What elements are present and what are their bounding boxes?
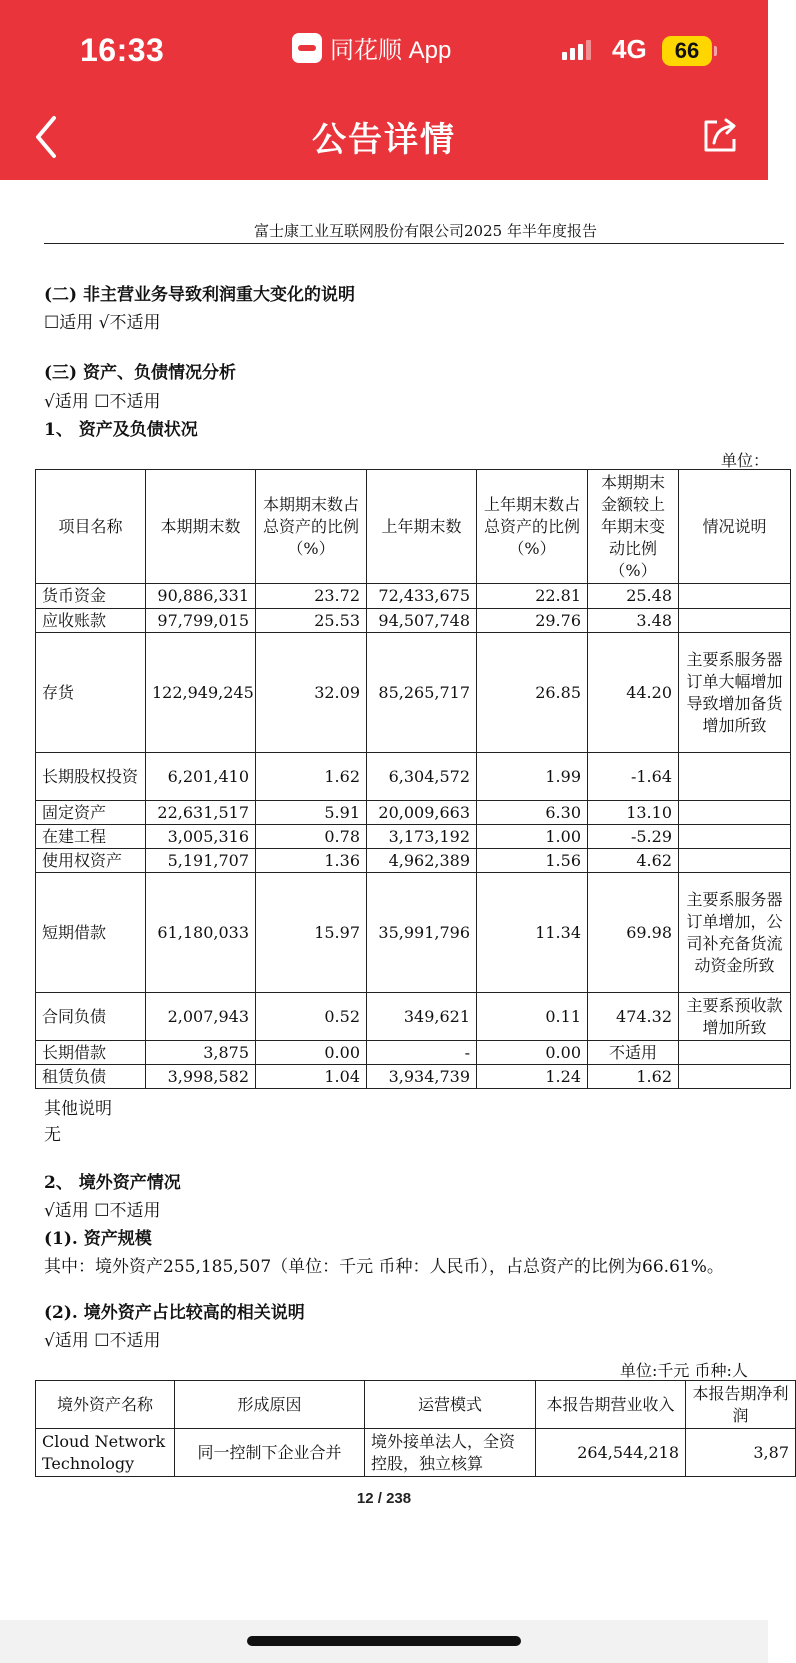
cell-value: 23.72 xyxy=(256,584,367,609)
cell-value: 15.97 xyxy=(256,873,367,993)
status-app-name: 同花顺 App xyxy=(330,37,452,64)
cell-value: 3,875 xyxy=(146,1041,256,1065)
cell-value: 94,507,748 xyxy=(367,609,477,633)
app-header xyxy=(0,0,768,180)
other-notes-label: 其他说明 xyxy=(44,1099,112,1119)
cell-value: 29.76 xyxy=(477,609,588,633)
table2-header: 境外资产名称 xyxy=(36,1381,175,1429)
sub-1-title: (1). 资产规模 xyxy=(44,1229,152,1249)
table2-header: 本报告期净利润 xyxy=(686,1381,796,1429)
table-row xyxy=(36,801,791,825)
cell-value: 6,201,410 xyxy=(146,753,256,801)
cell-note xyxy=(679,609,791,633)
cell-item: 长期借款 xyxy=(36,1041,146,1065)
cell-value: 1.00 xyxy=(477,825,588,849)
table-row xyxy=(36,993,791,1041)
running-header: 富士康工业互联网股份有限公司2025 年半年度报告 xyxy=(254,222,597,240)
cell-value: 6.30 xyxy=(477,801,588,825)
cell-item: 存货 xyxy=(36,633,146,753)
cell-value: 22.81 xyxy=(477,584,588,609)
cell-value: 0.00 xyxy=(477,1041,588,1065)
table2-header: 形成原因 xyxy=(175,1381,365,1429)
cell-value: 69.98 xyxy=(588,873,679,993)
cell-value: 不适用 xyxy=(588,1041,679,1065)
table1-header: 本期期末金额较上年期末变动比例（%） xyxy=(588,470,679,584)
table1-unit: 单位： xyxy=(721,451,770,470)
battery-tip xyxy=(714,46,717,56)
cell-value: 3,998,582 xyxy=(146,1065,256,1089)
cell-value: 264,544,218 xyxy=(536,1429,686,1477)
status-app-indicator[interactable] xyxy=(292,30,451,65)
table-row xyxy=(36,873,791,993)
cell-value: 44.20 xyxy=(588,633,679,753)
cell-value: 5,191,707 xyxy=(146,849,256,873)
section-2-title: (二) 非主营业务导致利润重大变化的说明 xyxy=(44,285,356,305)
table1-header: 项目名称 xyxy=(36,470,146,584)
section-2-choice: ☐适用 √不适用 xyxy=(44,313,161,333)
sub-1-text: 其中：境外资产255,185,507（单位：千元 币种：人民币），占总资产的比例为66.61%。 xyxy=(44,1257,724,1277)
cell-value: -5.29 xyxy=(588,825,679,849)
cell-value: 35,991,796 xyxy=(367,873,477,993)
cell-value: 0.11 xyxy=(477,993,588,1041)
cell-value: 1.62 xyxy=(256,753,367,801)
cell-value: -1.64 xyxy=(588,753,679,801)
table1-header: 本期期末数 xyxy=(146,470,256,584)
share-icon xyxy=(700,116,740,156)
cell-item: 在建工程 xyxy=(36,825,146,849)
cell-value: 349,621 xyxy=(367,993,477,1041)
cell-note: 主要系预收款增加所致 xyxy=(679,993,791,1041)
cell-value: 3.48 xyxy=(588,609,679,633)
table-row xyxy=(36,633,791,753)
cell-value: 25.48 xyxy=(588,584,679,609)
cell-value: 2,007,943 xyxy=(146,993,256,1041)
item-1-title: 1、 资产及负债状况 xyxy=(44,420,198,440)
cell-value: 85,265,717 xyxy=(367,633,477,753)
cell-value: 474.32 xyxy=(588,993,679,1041)
table-row xyxy=(36,1041,791,1065)
cell-item: 使用权资产 xyxy=(36,849,146,873)
cell-value: 32.09 xyxy=(256,633,367,753)
cell-note xyxy=(679,1041,791,1065)
cell-note xyxy=(679,1065,791,1089)
table1-header: 上年期末数 xyxy=(367,470,477,584)
page-title: 公告详情 xyxy=(312,121,456,159)
cell-value: 97,799,015 xyxy=(146,609,256,633)
cell-value: 90,886,331 xyxy=(146,584,256,609)
assets-liabilities-table xyxy=(35,469,791,1089)
app-logo-icon xyxy=(292,33,322,63)
cell-value: 1.99 xyxy=(477,753,588,801)
cell-value: 6,304,572 xyxy=(367,753,477,801)
signal-icon xyxy=(562,40,591,60)
cell-note xyxy=(679,849,791,873)
cell-note: 主要系服务器订单大幅增加导致增加备货增加所致 xyxy=(679,633,791,753)
cell-value: 25.53 xyxy=(256,609,367,633)
table1-header: 本期期末数占总资产的比例（%） xyxy=(256,470,367,584)
table-row xyxy=(36,584,791,609)
item-2-title: 2、 境外资产情况 xyxy=(44,1173,181,1193)
table1-header: 情况说明 xyxy=(679,470,791,584)
cell-value: 20,009,663 xyxy=(367,801,477,825)
table2-header: 本报告期营业收入 xyxy=(536,1381,686,1429)
table-row xyxy=(36,825,791,849)
other-notes-value: 无 xyxy=(44,1125,61,1145)
cell-value: 61,180,033 xyxy=(146,873,256,993)
cell-value: 1.62 xyxy=(588,1065,679,1089)
cell-item: 租赁负债 xyxy=(36,1065,146,1089)
cell-value: 0.00 xyxy=(256,1041,367,1065)
cell-value: 0.52 xyxy=(256,993,367,1041)
item-2-choice: √适用 ☐不适用 xyxy=(44,1201,161,1221)
table1-header-row xyxy=(36,470,791,584)
network-type: 4G xyxy=(612,34,647,64)
cell-item: 货币资金 xyxy=(36,584,146,609)
cell-value: 4.62 xyxy=(588,849,679,873)
table-row xyxy=(36,1065,791,1089)
cell-value: 72,433,675 xyxy=(367,584,477,609)
cell-note xyxy=(679,801,791,825)
cell-value: 13.10 xyxy=(588,801,679,825)
cell-item: 固定资产 xyxy=(36,801,146,825)
section-3-title: (三) 资产、负债情况分析 xyxy=(44,363,237,383)
share-button[interactable] xyxy=(700,116,740,156)
cell-note xyxy=(679,825,791,849)
cell-value: - xyxy=(367,1041,477,1065)
cell-item: 长期股权投资 xyxy=(36,753,146,801)
cell-value: 1.24 xyxy=(477,1065,588,1089)
cell-value: 122,949,245 xyxy=(146,633,256,753)
cell-value: 4,962,389 xyxy=(367,849,477,873)
cell-note: 主要系服务器订单增加，公司补充备货流动资金所致 xyxy=(679,873,791,993)
cell-value: 1.56 xyxy=(477,849,588,873)
cell-value: 3,87 xyxy=(686,1429,796,1477)
table-row xyxy=(36,849,791,873)
sub-2-choice: √适用 ☐不适用 xyxy=(44,1331,161,1351)
cell-value: 3,934,739 xyxy=(367,1065,477,1089)
cell-value: 同一控制下企业合并 xyxy=(175,1429,365,1477)
home-indicator[interactable] xyxy=(247,1636,521,1646)
cell-note xyxy=(679,753,791,801)
table-row xyxy=(36,1429,796,1477)
cell-item: 应收账款 xyxy=(36,609,146,633)
table1-header: 上年期末数占总资产的比例（%） xyxy=(477,470,588,584)
table2-unit: 单位:千元 币种:人 xyxy=(620,1361,748,1380)
table2-header-row xyxy=(36,1381,796,1429)
cell-note xyxy=(679,584,791,609)
overseas-assets-table xyxy=(35,1380,796,1477)
table-row xyxy=(36,609,791,633)
status-time: 16:33 xyxy=(80,32,165,68)
section-3-choice: √适用 ☐不适用 xyxy=(44,392,161,412)
cell-item: Cloud Network Technology xyxy=(36,1429,175,1477)
cell-value: 1.36 xyxy=(256,849,367,873)
table2-header: 运营模式 xyxy=(365,1381,536,1429)
cell-value: 3,005,316 xyxy=(146,825,256,849)
cell-value: 5.91 xyxy=(256,801,367,825)
cell-value: 1.04 xyxy=(256,1065,367,1089)
cell-value: 境外接单法人，全资控股，独立核算 xyxy=(365,1429,536,1477)
cell-value: 0.78 xyxy=(256,825,367,849)
battery-icon: 66 xyxy=(662,36,712,66)
document-page[interactable] xyxy=(0,180,789,1620)
cell-item: 合同负债 xyxy=(36,993,146,1041)
header-rule xyxy=(44,243,784,244)
cell-value: 11.34 xyxy=(477,873,588,993)
cell-item: 短期借款 xyxy=(36,873,146,993)
cell-value: 26.85 xyxy=(477,633,588,753)
sub-2-title: (2). 境外资产占比较高的相关说明 xyxy=(44,1303,305,1323)
cell-value: 22,631,517 xyxy=(146,801,256,825)
cell-value: 3,173,192 xyxy=(367,825,477,849)
page-indicator: 12 / 238 xyxy=(356,1490,412,1507)
table-row xyxy=(36,753,791,801)
